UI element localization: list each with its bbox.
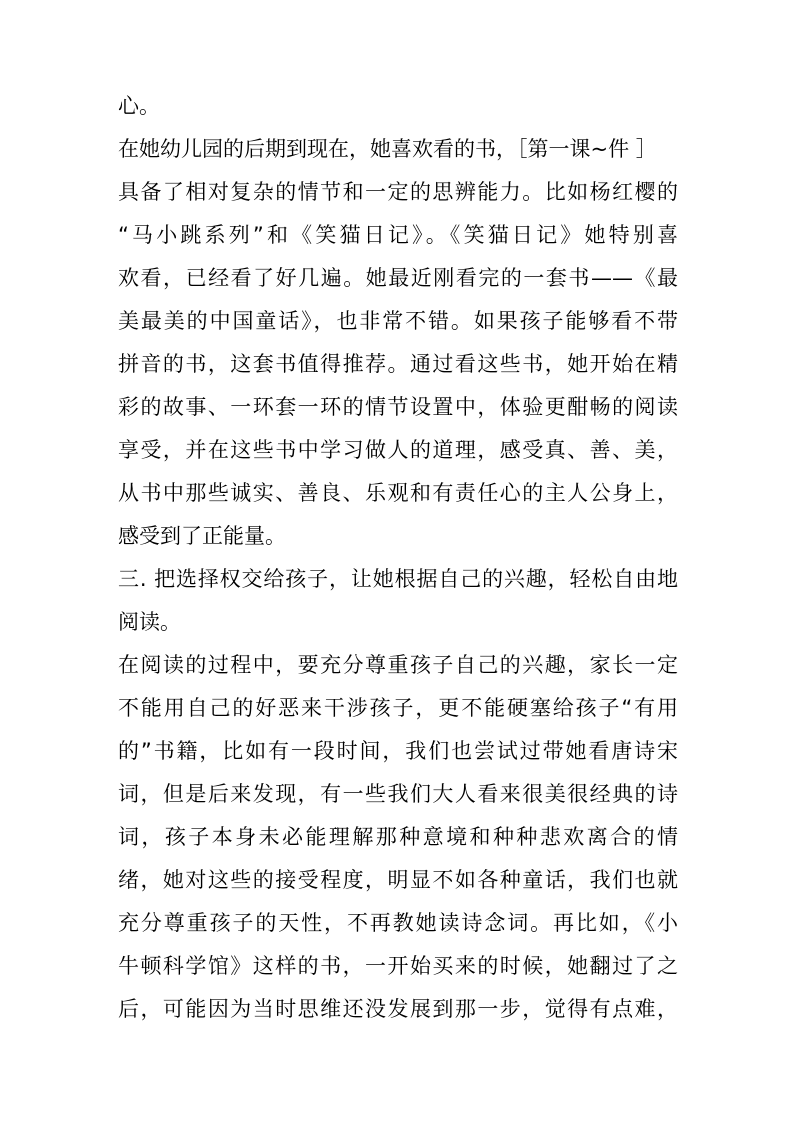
text-line: 美最美的中国童话》，也非常不错。如果孩子能够看不带	[118, 309, 678, 333]
text-line: 在阅读的过程中，要充分尊重孩子自己的兴趣，家长一定	[118, 653, 678, 677]
text-line: 具备了相对复杂的情节和一定的思辨能力。比如杨红樱的	[118, 180, 678, 204]
text-line: 从书中那些诚实、善良、乐观和有责任心的主人公身上，	[118, 481, 678, 505]
text-line: 绪，她对这些的接受程度，明显不如各种童话，我们也就	[118, 868, 678, 892]
text-line: 后，可能因为当时思维还没发展到那一步，觉得有点难，	[118, 997, 678, 1021]
text-line: 牛顿科学馆》这样的书，一开始买来的时候，她翻过了之	[118, 954, 678, 978]
text-line: “马小跳系列”和《笑猫日记》。《笑猫日记》她特别喜	[118, 223, 678, 247]
text-line: 不能用自己的好恶来干涉孩子，更不能硬塞给孩子“有用	[118, 696, 678, 720]
text-line: 享受，并在这些书中学习做人的道理，感受真、善、美，	[118, 438, 678, 462]
text-line: 在她幼儿园的后期到现在，她喜欢看的书，［第一课~件 ］	[118, 137, 657, 161]
text-line: 的”书籍，比如有一段时间，我们也尝试过带她看唐诗宋	[118, 739, 678, 763]
text-line: 拼音的书，这套书值得推荐。通过看这些书，她开始在精	[118, 352, 678, 376]
text-line: 彩的故事、一环套一环的情节设置中，体验更酣畅的阅读	[118, 395, 678, 419]
text-line: 感受到了正能量。	[118, 524, 286, 548]
text-line: 心。	[118, 94, 160, 118]
text-line: 词，孩子本身未必能理解那种意境和种种悲欢离合的情	[118, 825, 678, 849]
section-heading-line: 阅读。	[118, 610, 181, 634]
text-line: 欢看，已经看了好几遍。她最近刚看完的一套书——《最	[118, 266, 678, 290]
text-line: 充分尊重孩子的天性，不再教她读诗念词。再比如，《小	[118, 911, 678, 935]
section-heading-line: 三. 把选择权交给孩子，让她根据自己的兴趣，轻松自由地	[118, 567, 678, 591]
text-line: 词，但是后来发现，有一些我们大人看来很美很经典的诗	[118, 782, 678, 806]
